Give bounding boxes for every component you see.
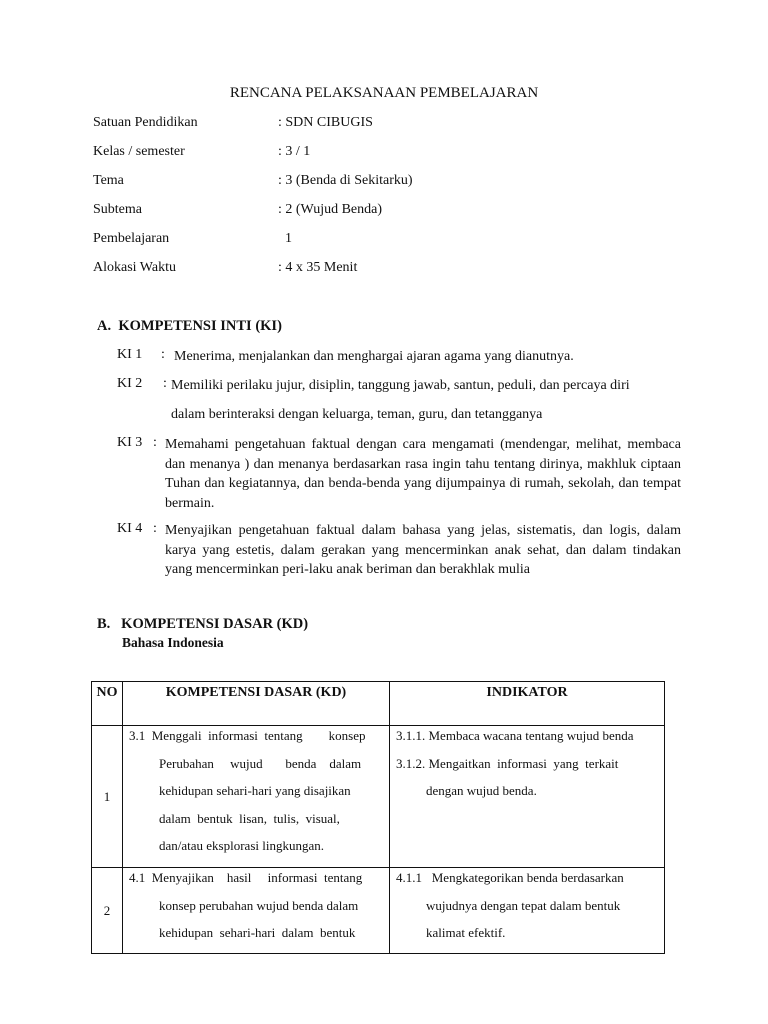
indikator-line: wujudnya dengan tepat dalam bentuk bbox=[426, 897, 621, 913]
indikator-line: 3.1.1. Membaca wacana tentang wujud benda bbox=[396, 728, 634, 743]
row-number: 2 bbox=[92, 868, 123, 954]
indikator-line: 4.1.1 Mengkategorikan benda berdasarkan bbox=[396, 870, 624, 885]
ki-label: KI 4 bbox=[117, 521, 143, 536]
kd-line: Perubahan wujud benda dalam bbox=[159, 755, 362, 771]
kd-line: 4.1 Menyajikan hasil informasi tentang bbox=[129, 870, 363, 885]
identity-value: : 4 x 35 Menit bbox=[278, 260, 358, 275]
kd-line: dalam bentuk lisan, tulis, visual, bbox=[159, 810, 340, 826]
indikator-line: dengan wujud benda. bbox=[426, 783, 537, 798]
identity-label: Tema bbox=[93, 173, 124, 188]
ki-text: Memiliki perilaku jujur, disiplin, tanggung jawab, santun, peduli, dan percaya diri bbox=[171, 378, 630, 393]
section-b-subheading: Bahasa Indonesia bbox=[122, 635, 224, 650]
identity-label: Alokasi Waktu bbox=[93, 260, 176, 275]
ki-text: Menyajikan pengetahuan faktual dalam bahasa yang jelas, sistematis, dan logis, dalam karya yang estetis, dalam gerakan yang mencerminkan anak sehat, dan dalam tindakan yang mencerminkan peri-laku anak beriman dan berakhlak mulia bbox=[165, 523, 681, 577]
column-header-no: NO bbox=[92, 682, 123, 726]
column-header-indikator: INDIKATOR bbox=[390, 682, 665, 726]
indikator-line: 3.1.2. Mengaitkan informasi yang terkait bbox=[396, 755, 619, 771]
section-a-heading: A. KOMPETENSI INTI (KI) bbox=[97, 318, 282, 334]
ki-label: KI 3 bbox=[117, 435, 143, 450]
table-header-row bbox=[92, 682, 665, 726]
ki-separator: : bbox=[153, 521, 157, 536]
ki-text: Menerima, menjalankan dan menghargai ajaran agama yang dianutnya. bbox=[174, 349, 574, 364]
indikator-line: kalimat efektif. bbox=[426, 925, 506, 940]
table-row bbox=[92, 868, 665, 954]
ki-text: Memahami pengetahuan faktual dengan cara mengamati (mendengar, melihat, membaca dan menanya ) dan menanya berdasarkan rasa ingin tahu tentang dirinya, makhluk ciptaan Tuhan dan kegiatannya, dan benda-benda yang dijumpainya di rumah, sekolah, dan tempat bermain. bbox=[165, 437, 681, 511]
document-title: RENCANA PELAKSANAAN PEMBELAJARAN bbox=[229, 85, 539, 101]
identity-value: 1 bbox=[278, 231, 292, 246]
ki-separator: : bbox=[161, 347, 165, 362]
section-b-heading: B. KOMPETENSI DASAR (KD) bbox=[97, 616, 309, 632]
identity-label: Kelas / semester bbox=[93, 144, 185, 159]
table-row bbox=[92, 726, 665, 868]
kd-line: kehidupan sehari-hari yang disajikan bbox=[159, 783, 351, 798]
kd-line: 3.1 Menggali informasi tentang konsep bbox=[129, 728, 366, 743]
competency-table bbox=[91, 681, 665, 954]
ki-label: KI 2 bbox=[117, 376, 143, 391]
ki-separator: : bbox=[153, 435, 157, 450]
identity-label: Satuan Pendidikan bbox=[93, 115, 198, 130]
indikator-cell bbox=[390, 868, 665, 954]
ki-separator: : bbox=[163, 376, 167, 391]
indikator-cell bbox=[390, 726, 665, 868]
kd-cell bbox=[123, 868, 390, 954]
identity-value: : 3 / 1 bbox=[278, 144, 311, 159]
kd-line: konsep perubahan wujud benda dalam bbox=[159, 897, 359, 913]
identity-label: Subtema bbox=[93, 202, 142, 217]
kd-line: kehidupan sehari-hari dalam bentuk bbox=[159, 925, 356, 940]
kd-cell bbox=[123, 726, 390, 868]
kd-line: dan/atau eksplorasi lingkungan. bbox=[159, 838, 324, 853]
ki-label: KI 1 bbox=[117, 347, 143, 362]
identity-value: : 2 (Wujud Benda) bbox=[278, 202, 383, 217]
identity-label: Pembelajaran bbox=[93, 231, 170, 246]
ki-text: dalam berinteraksi dengan keluarga, teman, guru, dan tetangganya bbox=[171, 407, 543, 422]
identity-value: : SDN CIBUGIS bbox=[278, 115, 373, 130]
identity-value: : 3 (Benda di Sekitarku) bbox=[278, 173, 413, 188]
column-header-kd: KOMPETENSI DASAR (KD) bbox=[123, 682, 390, 726]
row-number: 1 bbox=[92, 726, 123, 868]
